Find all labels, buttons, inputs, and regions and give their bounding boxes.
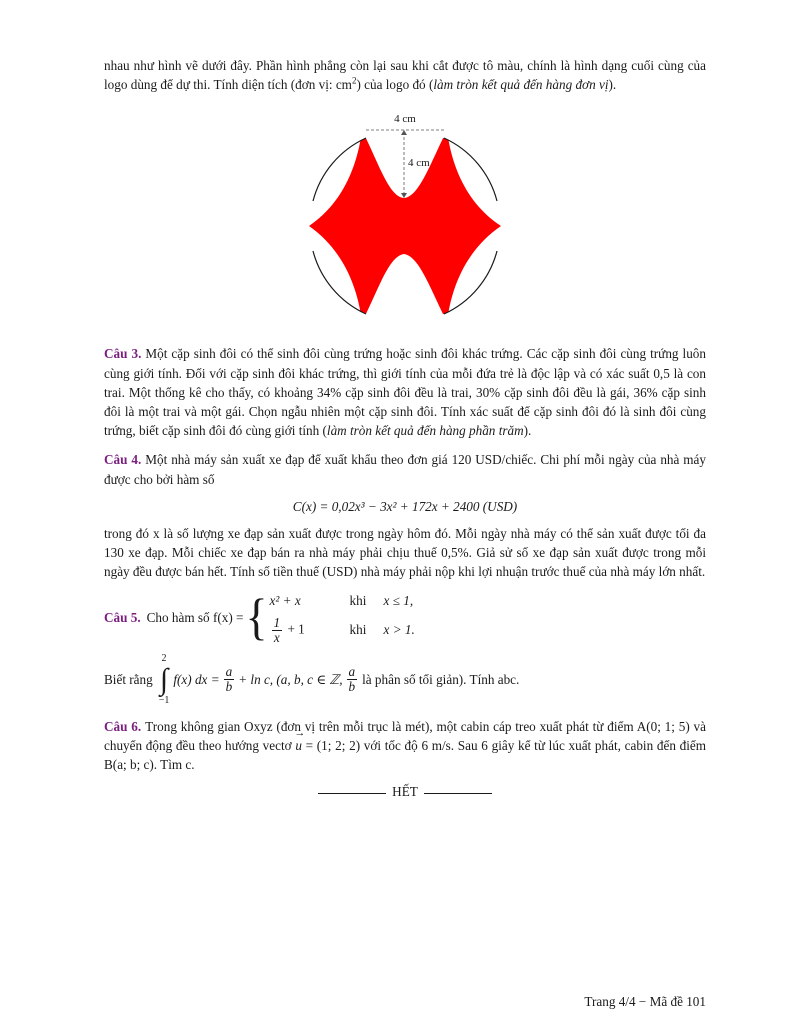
intro-paragraph: nhau như hình vẽ dưới đây. Phần hình phẳng còn lại sau khi cắt được tô màu, chính là hình dạng cuối cùng của logo dùng để dự thi. Tính diện tích (đơn vị: $cm^2$) của logo đó (làm tròn kết quả đến hàng đơn vị). bbox=[104, 58, 706, 93]
end-marker: HẾT bbox=[104, 782, 706, 801]
question-6: Câu 6. Trong không gian Oxyz (đơn vị trên mỗi trục là mét), một cabin cáp treo xuất phát từ điểm A(0; 1; 5) và chuyển động đều theo hướng vectơ → u = (1; 2; 2) với tốc độ 6 m/s. Sau 6 giây kể từ lúc xuất phát, cabin đến điểm B(a; b; c). Tìm c. bbox=[104, 717, 706, 775]
question-4-label: Câu 4. bbox=[104, 452, 142, 468]
piecewise-brace: { bbox=[245, 588, 268, 645]
page-content bbox=[104, 56, 706, 801]
logo-drawing bbox=[104, 104, 706, 334]
label-side-height: 4 cm bbox=[408, 157, 430, 170]
question-5-label: Câu 5. bbox=[104, 609, 141, 625]
integral-sign: 2 ∫ −1 bbox=[158, 652, 170, 706]
question-3-label: Câu 3. bbox=[104, 346, 142, 362]
label-top-width: 4 cm bbox=[394, 113, 416, 126]
question-6-label: Câu 6. bbox=[104, 718, 142, 734]
vector-u: → u bbox=[295, 736, 302, 755]
page-footer: Trang 4/4 − Mã đề 101 bbox=[584, 994, 706, 1009]
question-4: Câu 4. Một nhà máy sản xuất xe đạp để xuất khẩu theo đơn giá 120 USD/chiếc. Chi phí mỗi ngày của nhà máy được cho bởi hàm số bbox=[104, 452, 707, 487]
piecewise-cases: x² + x khi x ≤ 1, $\frac{1}{x}$ + 1 khi x > 1. bbox=[269, 592, 415, 645]
cost-formula: C(x) = 0,02x³ − 3x² + 172x + 2400 (USD) bbox=[292, 498, 518, 514]
question-3: Câu 3. Một cặp sinh đôi có thể sinh đôi cùng trứng hoặc sinh đôi khác trứng. Các cặp sinh đôi cùng trứng luôn cùng giới tính. Đối với cặp sinh đôi khác trứng, thì giới tính của mỗi đứa trẻ là độc lập và có xác suất 0,5 là con trai. Một thống kê cho thấy, có khoảng 34% cặp sinh đôi đều là trai, 30% cặp sinh đôi đều là gái, 36% cặp sinh đôi là một trai và một gái. Chọn ngẫu nhiên một cặp sinh đôi. Tính xác suất để cặp sinh đôi đó là sinh đôi cùng trứng, biết cặp sinh đôi đó cùng giới tính (làm tròn kết quả đến hàng phần trăm). bbox=[104, 346, 706, 439]
logo-shape bbox=[309, 130, 501, 322]
integral-condition: Biết rằng 2 ∫ −1 f(x) dx = $\frac{a}{b}$ + ln c, (a, b, c ∈ ℤ, $\frac{a}{b}$ là phân số tối giản). Tính abc. bbox=[104, 652, 520, 706]
question-4-continued: trong đó x là số lượng xe đạp sản xuất được trong ngày hôm đó. Mỗi ngày nhà máy có thể sản xuất được tối đa 130 xe đạp. Mỗi chiếc xe đạp bán ra nhà máy phải chịu thuế 0,5%. Giả sử số xe đạp sản xuất được trong mỗi ngày đều được bán hết. Tính số tiền thuế (USD) nhà máy phải nộp khi lợi nhuận trước thuế của nhà máy lớn nhất. bbox=[104, 526, 706, 580]
logo-figure bbox=[104, 104, 706, 334]
question-5: Câu 5. Cho hàm số f(x) = { x² + x khi x ≤ 1, $\frac{1}{x}$ + 1 khi x > 1. bbox=[104, 588, 415, 645]
